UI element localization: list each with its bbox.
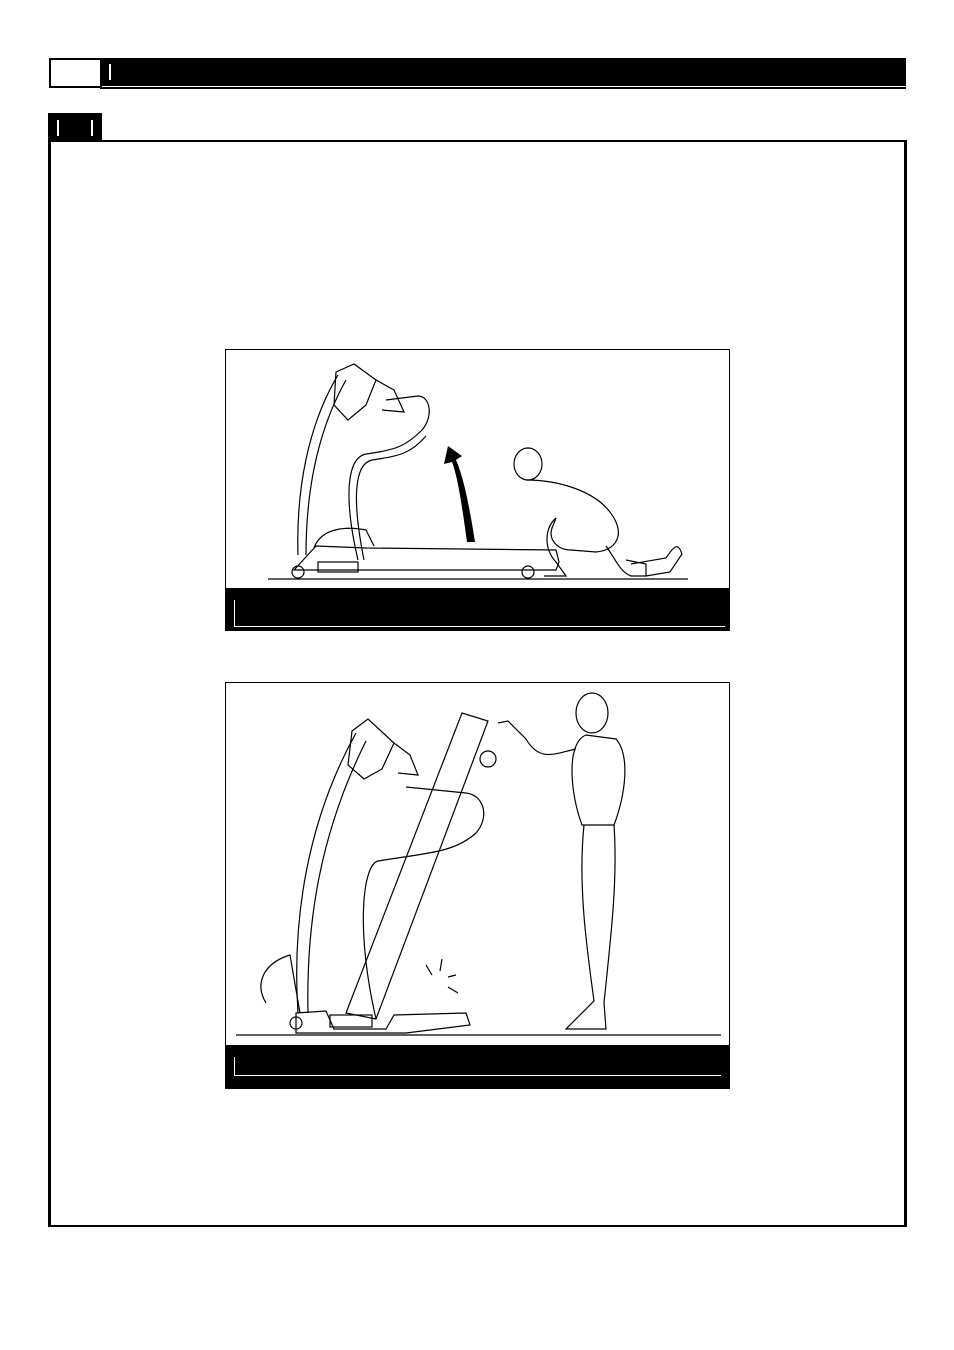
- person-arm: [498, 721, 576, 755]
- figure-1-caption-bar: [226, 588, 729, 630]
- console: [348, 719, 394, 779]
- person-legs: [566, 825, 615, 1029]
- motor-cover: [261, 955, 300, 1013]
- treadmill-fold-illustration: [226, 683, 730, 1089]
- figure-1-caption: [234, 600, 725, 627]
- handrail: [363, 787, 483, 1019]
- person-arm: [544, 518, 566, 576]
- handrail: [349, 396, 429, 560]
- handrail-inner: [356, 436, 426, 560]
- section-tab: [48, 113, 102, 142]
- figure-2-caption: [234, 1057, 721, 1076]
- header-rule: [100, 87, 906, 89]
- figure-2-caption-bar: [226, 1045, 729, 1088]
- person-torso: [572, 735, 625, 825]
- deck-roller: [480, 751, 496, 767]
- person-leg: [606, 546, 646, 576]
- treadmill-base: [296, 1011, 470, 1033]
- treadmill-deck: [294, 546, 559, 570]
- section-tab-marker-left: [57, 120, 59, 136]
- figure-fold-upright: [225, 682, 730, 1089]
- upright-left: [298, 375, 338, 555]
- console-tray: [394, 743, 418, 775]
- page-number-box: [49, 58, 102, 88]
- person-head: [576, 693, 608, 733]
- upright-right: [308, 741, 366, 1013]
- rear-wheel: [522, 566, 534, 578]
- upright-left: [297, 733, 356, 1013]
- figure-lift-deck: [225, 349, 730, 631]
- person-back-leg: [631, 547, 682, 576]
- lift-arrow: [444, 446, 475, 542]
- header-bar-marker: [109, 64, 111, 80]
- person-head: [514, 448, 542, 480]
- section-tab-marker-right: [91, 120, 93, 136]
- person-torso: [526, 480, 618, 552]
- impact-marks: [426, 959, 458, 993]
- front-wheel: [292, 566, 304, 578]
- motor-hood: [314, 528, 374, 548]
- header-title-bar: [100, 58, 906, 86]
- console-tray: [376, 380, 404, 412]
